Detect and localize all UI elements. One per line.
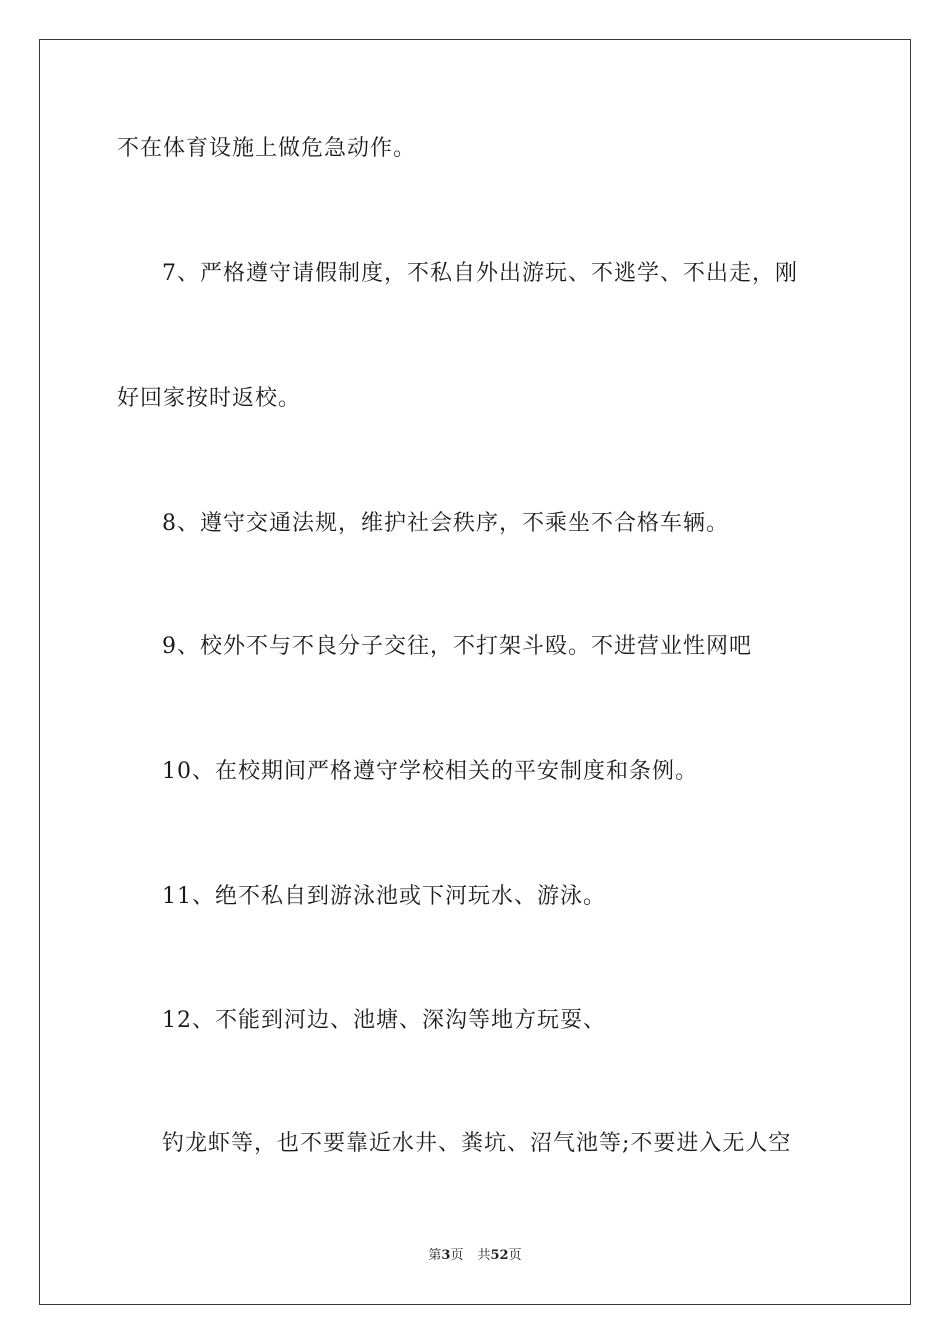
total-suffix: 页 — [508, 1248, 522, 1263]
text-line-1: 不在体育设施上做危急动作。 — [117, 136, 417, 161]
page-suffix: 页 — [450, 1248, 464, 1263]
text-line-9: 钓龙虾等，也不要靠近水井、粪坑、沼气池等;不要进入无人空 — [162, 1131, 792, 1156]
total-pages: 52 — [490, 1248, 509, 1263]
page-prefix: 第 — [428, 1248, 442, 1263]
total-prefix: 共 — [477, 1248, 491, 1263]
text-line-6: 10、在校期间严格遵守学校相关的平安制度和条例。 — [162, 759, 698, 784]
text-line-4: 8、遵守交通法规，维护社会秩序，不乘坐不合格车辆。 — [162, 511, 729, 536]
text-line-3: 好回家按时返校。 — [117, 386, 302, 411]
text-line-5: 9、校外不与不良分子交往，不打架斗殴。不进营业性网吧 — [162, 634, 752, 659]
page-number: 3 — [441, 1248, 451, 1263]
text-line-8: 12、不能到河边、池塘、深沟等地方玩耍、 — [162, 1008, 606, 1033]
text-line-7: 11、绝不私自到游泳池或下河玩水、游泳。 — [162, 884, 606, 909]
page-border — [39, 39, 911, 1305]
text-line-2: 7、严格遵守请假制度，不私自外出游玩、不逃学、不出走，刚 — [162, 261, 798, 286]
page-footer — [0, 1246, 950, 1266]
